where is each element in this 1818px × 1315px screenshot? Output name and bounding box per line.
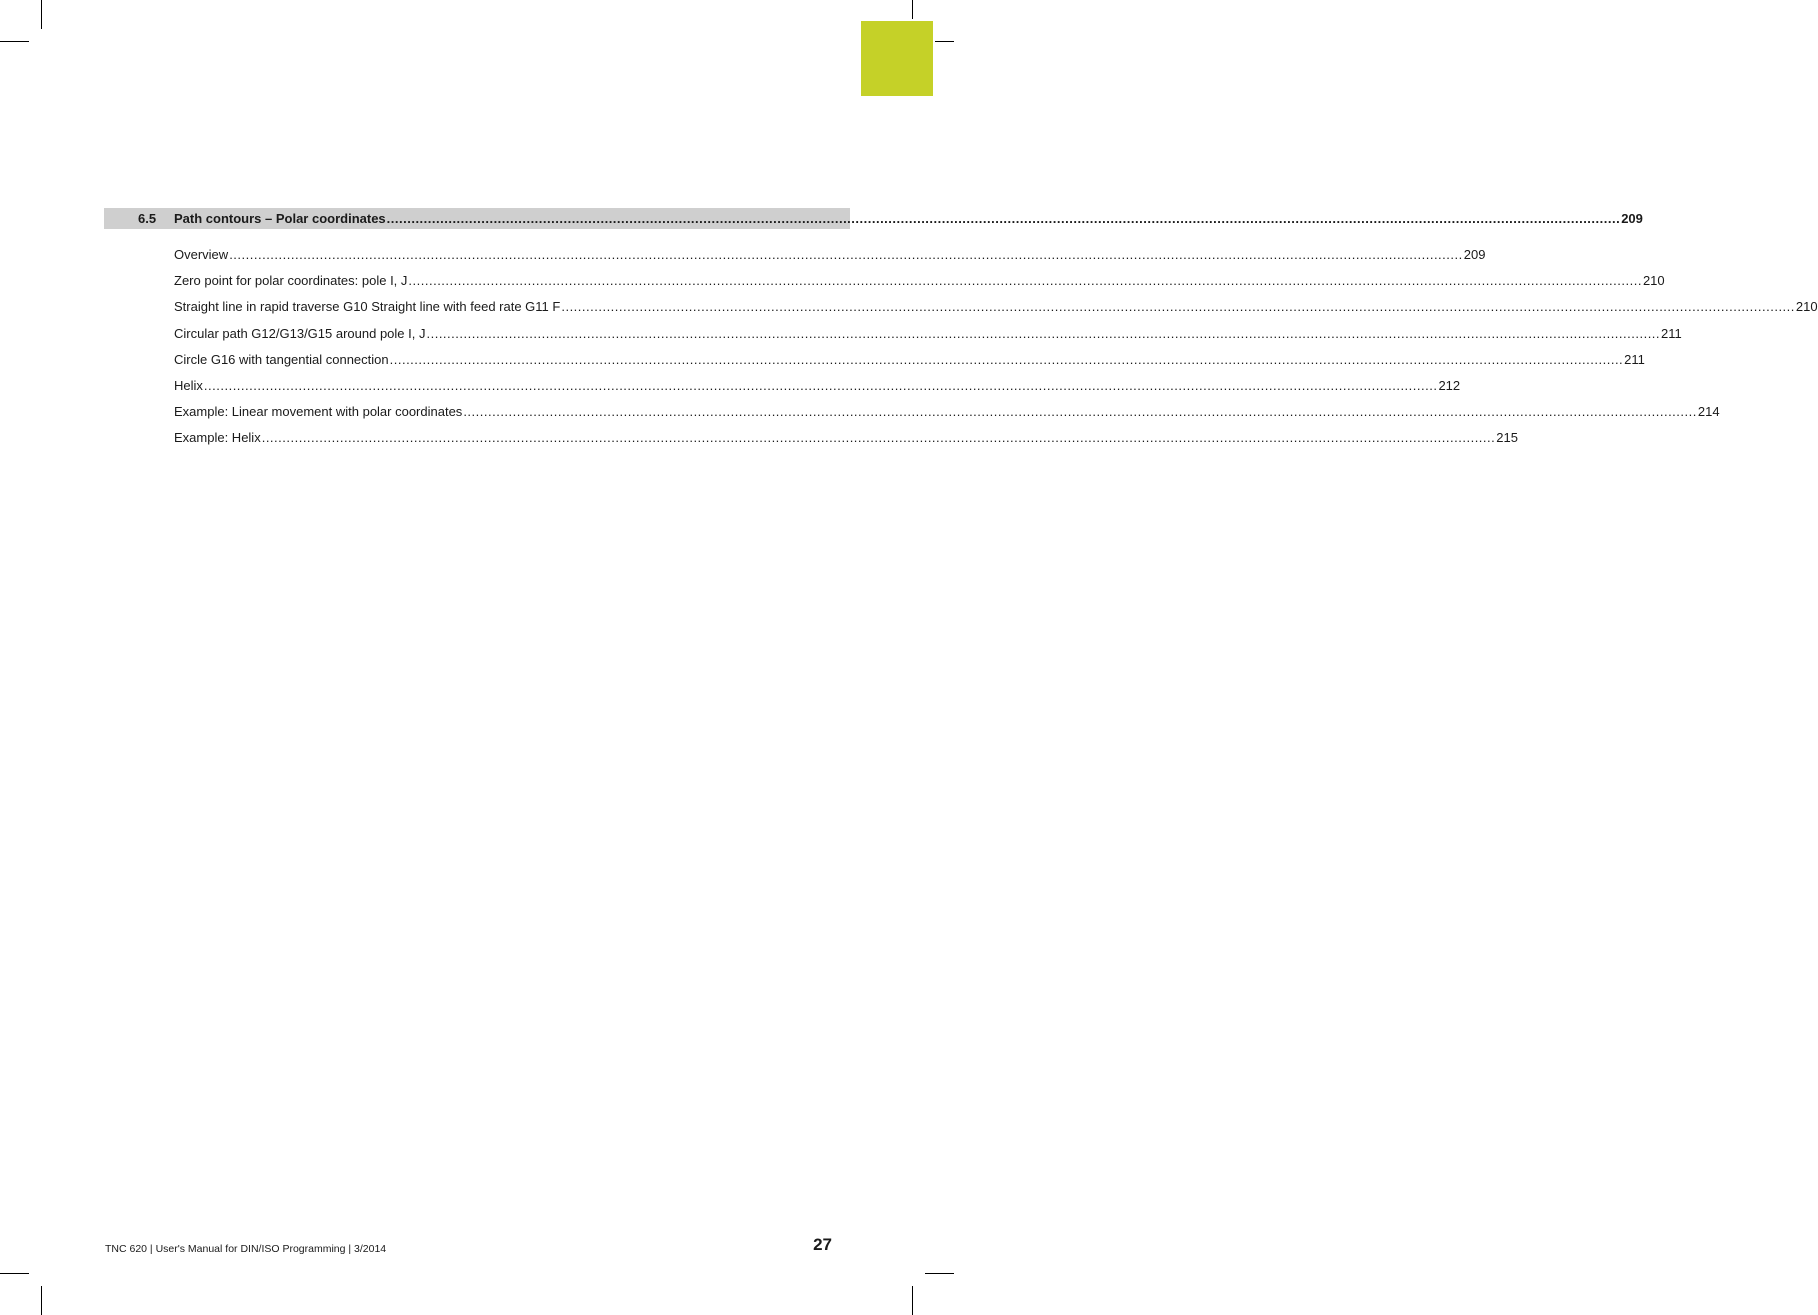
crop-mark bbox=[0, 1273, 29, 1274]
toc-entry[interactable] bbox=[174, 351, 1645, 368]
toc-entry-title: Circle G16 with tangential connection bbox=[174, 352, 389, 367]
toc-entry[interactable] bbox=[174, 429, 1518, 446]
crop-mark bbox=[0, 41, 29, 42]
toc-entry-page: 215 bbox=[1496, 430, 1518, 445]
dot-leader: ............................................................................................................................................................................................................................................................................................................ bbox=[426, 326, 1661, 341]
dot-leader: ............................................................................................................................................................................................................................................................................................................ bbox=[389, 352, 1624, 367]
toc-entry[interactable] bbox=[174, 272, 1665, 289]
crop-mark bbox=[912, 0, 913, 19]
crop-mark bbox=[41, 0, 42, 29]
toc-entry-page: 211 bbox=[1624, 352, 1645, 367]
toc-entry-page: 214 bbox=[1697, 404, 1720, 419]
crop-mark bbox=[925, 1273, 954, 1274]
toc-entry-page: 210 bbox=[1795, 299, 1818, 314]
toc-entry-title: Helix bbox=[174, 378, 203, 393]
toc-entry-page: 210 bbox=[1642, 273, 1665, 288]
toc-entry-page: 211 bbox=[1661, 326, 1682, 341]
dot-leader: ............................................................................................................................................................................................................................................................................................................ bbox=[561, 299, 1795, 314]
toc-entry-title: Example: Helix bbox=[174, 430, 261, 445]
footer-text: TNC 620 | User's Manual for DIN/ISO Programming | 3/2014 bbox=[105, 1243, 387, 1255]
toc-entry-page: 209 bbox=[1463, 247, 1486, 262]
section-title-line[interactable] bbox=[174, 210, 1643, 227]
toc-entry[interactable] bbox=[174, 403, 1720, 420]
toc-entry[interactable] bbox=[174, 246, 1486, 263]
toc-entry[interactable] bbox=[174, 377, 1461, 394]
crop-mark bbox=[912, 1286, 913, 1315]
crop-mark bbox=[935, 41, 954, 42]
toc-entry[interactable] bbox=[174, 298, 1818, 315]
toc-entry-title: Zero point for polar coordinates: pole I, J bbox=[174, 273, 408, 288]
dot-leader: ............................................................................................................................................................................................................................................................................................................ bbox=[203, 378, 1438, 393]
toc-entry[interactable] bbox=[174, 325, 1682, 342]
section-number: 6.5 bbox=[138, 211, 157, 226]
section-title: Path contours – Polar coordinates bbox=[174, 211, 386, 226]
page-number: 27 bbox=[813, 1235, 832, 1254]
dot-leader: ............................................................................................................................................................................................................................................................................................................ bbox=[229, 247, 1463, 262]
toc-entry-title: Straight line in rapid traverse G10 Straight line with feed rate G11 F bbox=[174, 299, 561, 314]
toc-entry-title: Overview bbox=[174, 247, 229, 262]
dot-leader: ............................................................................................................................................................................................................................................................................................................ bbox=[386, 211, 1621, 226]
crop-mark bbox=[41, 1286, 42, 1315]
dot-leader: ............................................................................................................................................................................................................................................................................................................ bbox=[261, 430, 1496, 445]
toc-entry-page: 212 bbox=[1438, 378, 1461, 393]
dot-leader: ............................................................................................................................................................................................................................................................................................................ bbox=[463, 404, 1697, 419]
toc-entry-title: Circular path G12/G13/G15 around pole I, J bbox=[174, 326, 426, 341]
toc-entry-title: Example: Linear movement with polar coordinates bbox=[174, 404, 463, 419]
dot-leader: ............................................................................................................................................................................................................................................................................................................ bbox=[408, 273, 1642, 288]
chapter-tab-marker bbox=[861, 21, 933, 96]
section-page: 209 bbox=[1621, 211, 1643, 226]
